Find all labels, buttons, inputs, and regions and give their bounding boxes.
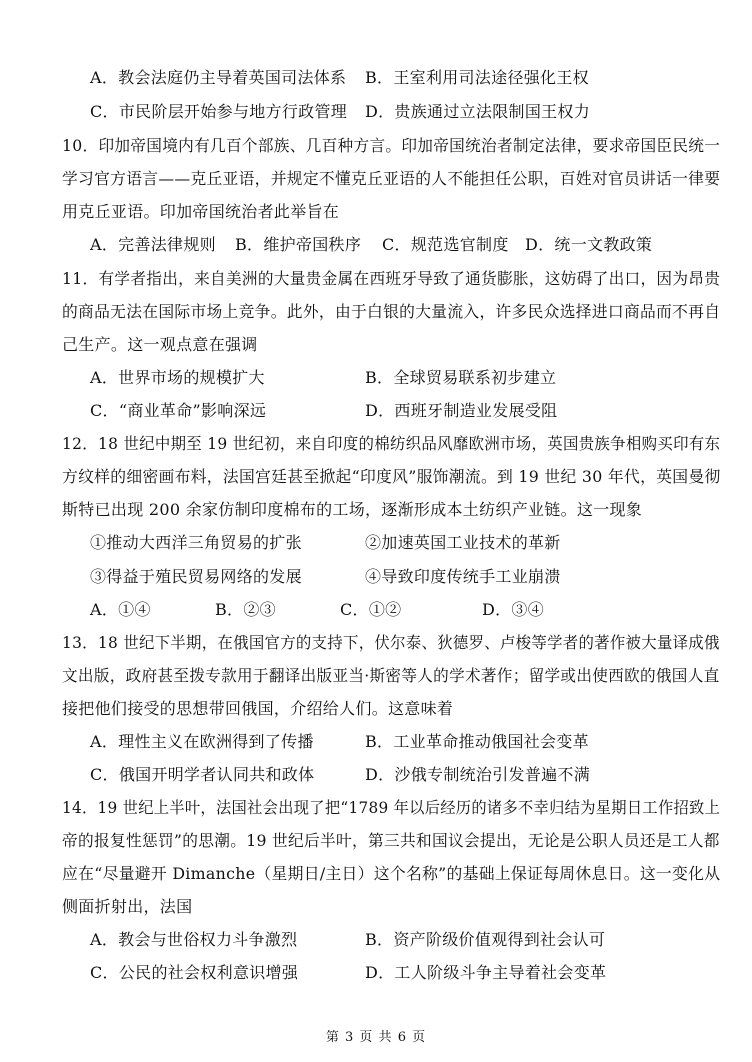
q10-option-d: D．统一文教政策	[525, 235, 653, 254]
q9-option-d: D．贵族通过立法限制国王权力	[365, 102, 591, 121]
q12-item-1: ①推动大西洋三角贸易的扩张	[90, 533, 302, 552]
q10-option-a: A．完善法律规则	[90, 235, 216, 254]
q10-option-b: B．维护帝国秩序	[235, 235, 362, 254]
q12-item-2: ②加速英国工业技术的革新	[365, 533, 561, 552]
q14-option-a: A．教会与世俗权力斗争激烈	[90, 930, 298, 949]
q9-option-a: A．教会法庭仍主导着英国司法体系	[90, 68, 347, 87]
q10-option-c: C．规范选官制度	[382, 235, 509, 254]
q10-stem-line-1: 10．印加帝国境内有几百个部族、几百种方言。印加帝国统治者制定法律，要求帝国臣民统一	[62, 136, 721, 155]
q13-option-b: B．工业革命推动俄国社会变革	[365, 732, 589, 751]
q13-stem-line-1: 13．18 世纪下半期，在俄国官方的支持下，伏尔泰、狄德罗、卢梭等学者的著作被大量译成俄	[62, 633, 720, 652]
q14-stem-line-1: 14．19 世纪上半叶，法国社会出现了把“1789 年以后经历的诸多不幸归结为星期日工作招致上	[62, 798, 721, 817]
q12-stem-line-3: 斯特已出现 200 余家仿制印度棉布的工场，逐渐形成本土纺织产业链。这一现象	[62, 500, 643, 519]
q11-option-b: B．全球贸易联系初步建立	[365, 368, 557, 387]
q12-option-b: B．②③	[215, 600, 276, 619]
q14-stem-line-3: 应在“尽量避开 Dimanche（星期日/主日）这个名称”的基础上保证每周休息日。这一变化从	[62, 864, 721, 883]
q12-option-a: A．①④	[90, 600, 151, 619]
q13-option-d: D．沙俄专制统治引发普遍不满	[365, 765, 591, 784]
q14-option-d: D．工人阶级斗争主导着社会变革	[365, 963, 607, 982]
q14-stem-line-2: 帝的报复性惩罚”的思潮。19 世纪后半叶，第三共和国议会提出，无论是公职人员还是工人都	[62, 831, 720, 850]
q9-option-c: C．市民阶层开始参与地方行政管理	[90, 102, 348, 121]
q11-stem-line-3: 己生产。这一观点意在强调	[62, 335, 258, 354]
page-number-footer: 第 3 页 共 6 页	[325, 1030, 427, 1045]
q12-option-d: D．③④	[482, 600, 545, 619]
q14-option-c: C．公民的社会权利意识增强	[90, 963, 299, 982]
q13-stem-line-3: 接把他们接受的思想带回俄国，介绍给人们。这意味着	[62, 699, 454, 718]
q14-option-b: B．资产阶级价值观得到社会认可	[365, 930, 606, 949]
q13-stem-line-2: 文出版，政府甚至拨专款用于翻译出版亚当·斯密等人的学术著作；留学或出使西欧的俄国人直	[62, 666, 720, 685]
q10-stem-line-2: 学习官方语言——克丘亚语，并规定不懂克丘亚语的人不能担任公职，百姓对官员讲话一律要	[62, 169, 721, 188]
q12-option-c: C．①②	[340, 600, 402, 619]
q11-option-c: C．“商业革命”影响深远	[90, 401, 267, 420]
q11-option-a: A．世界市场的规模扩大	[90, 368, 265, 387]
q11-stem-line-1: 11．有学者指出，来自美洲的大量贵金属在西班牙导致了通货膨胀，这妨碍了出口，因为昂贵	[62, 269, 721, 288]
q11-option-d: D．西班牙制造业发展受阻	[365, 401, 558, 420]
q9-option-b: B．王室利用司法途径强化王权	[365, 68, 589, 87]
q11-stem-line-2: 的商品无法在国际市场上竞争。此外，由于白银的大量流入，许多民众选择进口商品而不再自	[62, 302, 721, 321]
q13-option-c: C．俄国开明学者认同共和政体	[90, 765, 315, 784]
q10-stem-line-3: 用克丘亚语。印加帝国统治者此举旨在	[62, 202, 340, 221]
q12-stem-line-1: 12．18 世纪中期至 19 世纪初，来自印度的棉纺织品风靡欧洲市场，英国贵族争相购买印有东	[62, 434, 721, 453]
q13-option-a: A．理性主义在欧洲得到了传播	[90, 732, 314, 751]
q12-item-3: ③得益于殖民贸易网络的发展	[90, 567, 302, 586]
q14-stem-line-4: 侧面折射出，法国	[62, 897, 193, 916]
q12-stem-line-2: 方纹样的细密画布料，法国宫廷甚至掀起“印度风”服饰潮流。到 19 世纪 30 年代，英国曼彻	[62, 467, 721, 486]
q12-item-4: ④导致印度传统手工业崩溃	[365, 567, 561, 586]
